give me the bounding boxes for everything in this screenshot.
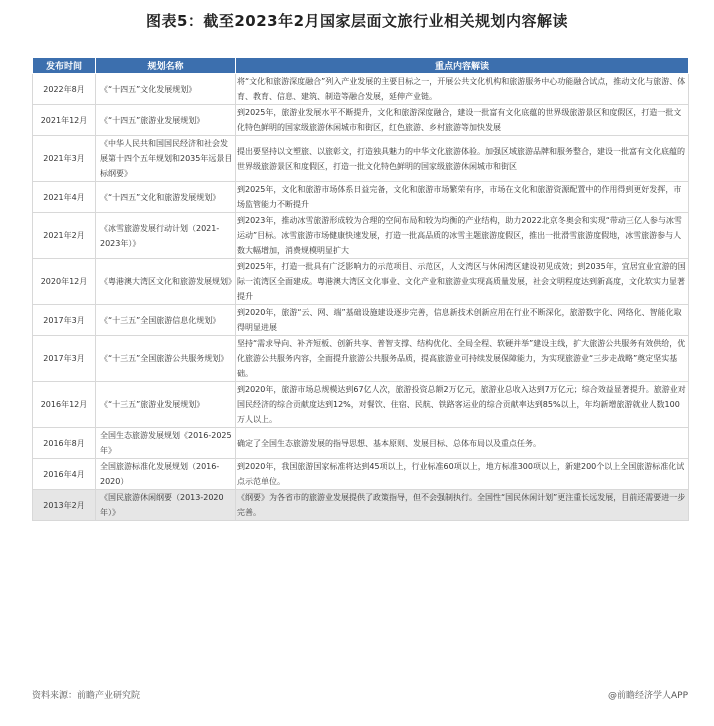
date-cell: 2021年12月: [33, 105, 96, 136]
date-cell: 2022年8月: [33, 74, 96, 105]
content-cell: 将“文化和旅游深度融合”列入产业发展的主要目标之一，开展公共文化机构和旅游服务中心功能融合试点，推动文化与旅游、体育、教育、信息、建筑、制造等融合发展，延伸产业链。: [236, 74, 689, 105]
date-cell: 2017年3月: [33, 305, 96, 336]
table-row: [33, 105, 689, 136]
content-cell: 到2020年，我国旅游国家标准将达到45项以上，行业标准60项以上，地方标准300项以上，新建200个以上全国旅游标准化试点示范单位。: [236, 459, 689, 490]
header-plan-name: 规划名称: [96, 58, 236, 74]
table-row: [33, 74, 689, 105]
content-cell: 坚持“需求导向、补齐短板、创新共享、普智支撑、结构优化、全局全程、软硬并举”建设主线，扩大旅游公共服务有效供给，优化旅游公共服务内容，全面提升旅游公共服务品质，提高旅游业可持续发展保障能力，为实现旅游业“三步走战略”奠定坚实基础。: [236, 336, 689, 382]
content-cell: 《纲要》为各省市的旅游业发展提供了政策指导，但不会强制执行。全国性“国民休闲计划”更注重长远发展，目前还需要进一步完善。: [236, 490, 689, 521]
header-content: 重点内容解读: [236, 58, 689, 74]
plan-name-cell: 全国旅游标准化发展规划（2016-2020）: [96, 459, 236, 490]
table-row: [33, 428, 689, 459]
brand-credit: @前瞻经济学人APP: [607, 691, 688, 701]
plan-name-cell: 《冰雪旅游发展行动计划（2021-2023年）》: [96, 213, 236, 259]
table-header-row: [33, 58, 689, 74]
content-cell: 到2025年，旅游业发展水平不断提升，文化和旅游深度融合，建设一批富有文化底蕴的世界级旅游景区和度假区，打造一批文化特色鲜明的国家级旅游休闲城市和街区，红色旅游、乡村旅游等加快发展: [236, 105, 689, 136]
plan-name-cell: 《“十四五”文化和旅游发展规划》: [96, 182, 236, 213]
table-row: [33, 182, 689, 213]
content-cell: 到2023年，推动冰雪旅游形成较为合理的空间布局和较为均衡的产业结构，助力2022北京冬奥会和实现“带动三亿人参与冰雪运动”目标。冰雪旅游市场健康快速发展，打造一批高品质的冰雪主题旅游度假区，推出一批滑雪旅游度假地，冰雪旅游参与人数大幅增加，消费规模明显扩大: [236, 213, 689, 259]
plan-name-cell: 《中华人民共和国国民经济和社会发展第十四个五年规划和2035年远景目标纲要》: [96, 136, 236, 182]
plan-name-cell: 全国生态旅游发展规划《2016-2025年》: [96, 428, 236, 459]
plan-name-cell: 《“十四五”旅游业发展规划》: [96, 105, 236, 136]
date-cell: 2013年2月: [33, 490, 96, 521]
date-cell: 2016年8月: [33, 428, 96, 459]
date-cell: 2016年12月: [33, 382, 96, 428]
table-row: [33, 259, 689, 305]
plan-name-cell: 《“十三五”全国旅游公共服务规划》: [96, 336, 236, 382]
plan-name-cell: 《国民旅游休闲纲要（2013-2020年）》: [96, 490, 236, 521]
table-row: [33, 136, 689, 182]
header-date: 发布时间: [33, 58, 96, 74]
table-row: [33, 213, 689, 259]
plan-name-cell: 《粤港澳大湾区文化和旅游发展规划》: [96, 259, 236, 305]
date-cell: 2017年3月: [33, 336, 96, 382]
content-cell: 提出要坚持以文塑旅、以旅彰文，打造独具魅力的中华文化旅游体验。加强区域旅游品牌和服务整合，建设一批富有文化底蕴的世界级旅游景区和度假区，打造一批文化特色鲜明的国家级旅游休闲城市和街区: [236, 136, 689, 182]
content-cell: 到2020年，旅游市场总规模达到67亿人次，旅游投资总额2万亿元，旅游业总收入达到7万亿元；综合效益显著提升。旅游业对国民经济的综合贡献度达到12%，对餐饮、住宿、民航、铁路客运业的综合贡献率达到85%以上，年均新增旅游就业人数100万人以上。: [236, 382, 689, 428]
content-cell: 到2025年，打造一批具有广泛影响力的示范项目、示范区，人文湾区与休闲湾区建设初见成效；到2035年，宜居宜业宜游的国际一流湾区全面建成。粤港澳大湾区文化事业、文化产业和旅游业实现高质量发展，社会文明程度达到新高度，文化软实力显著提升: [236, 259, 689, 305]
plan-name-cell: 《“十三五”旅游业发展规划》: [96, 382, 236, 428]
table-row: [33, 336, 689, 382]
plan-name-cell: 《“十三五”全国旅游信息化规划》: [96, 305, 236, 336]
policy-table: [32, 57, 689, 521]
table-body: [33, 74, 689, 521]
date-cell: 2021年3月: [33, 136, 96, 182]
content-cell: 确定了全国生态旅游发展的指导思想、基本原则、发展目标、总体布局以及重点任务。: [236, 428, 689, 459]
date-cell: 2021年2月: [33, 213, 96, 259]
table-row: [33, 490, 689, 521]
content-cell: 到2020年，旅游“云、网、端”基础设施建设逐步完善，信息新技术创新应用在行业不断深化，旅游数字化、网络化、智能化取得明显进展: [236, 305, 689, 336]
date-cell: 2021年4月: [33, 182, 96, 213]
table-row: [33, 459, 689, 490]
table-row: [33, 305, 689, 336]
date-cell: 2020年12月: [33, 259, 96, 305]
content-cell: 到2025年，文化和旅游市场体系日益完备，文化和旅游市场繁荣有序，市场在文化和旅游资源配置中的作用得到更好发挥，市场监管能力不断提升: [236, 182, 689, 213]
date-cell: 2016年4月: [33, 459, 96, 490]
table-row: [33, 382, 689, 428]
source-note: 资料来源：前瞻产业研究院: [32, 691, 141, 701]
chart-title: 图表5：截至2023年2月国家层面文旅行业相关规划内容解读: [145, 12, 569, 30]
plan-name-cell: 《“十四五”文化发展规划》: [96, 74, 236, 105]
